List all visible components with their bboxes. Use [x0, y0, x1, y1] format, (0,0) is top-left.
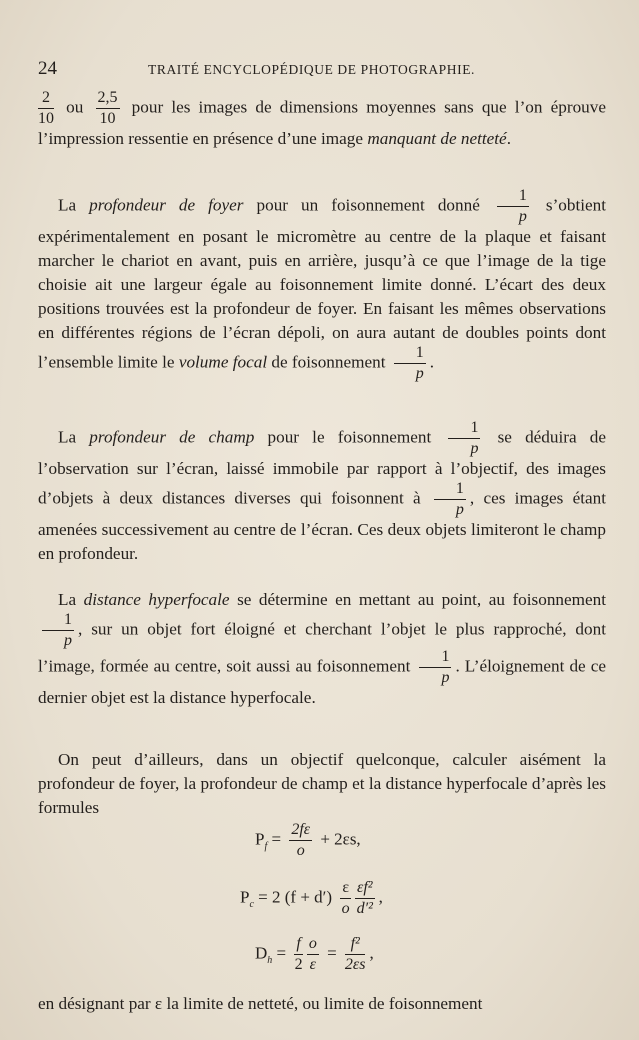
fraction-2-10: $\frac{2}{10}$ [38, 89, 54, 127]
fraction-1-p: $\frac{1}{p}$ [394, 345, 426, 382]
paragraph-3: La profondeur de champ pour le foisonnement $\frac{1}{p}$ se déduira de l’observation sur l’écran, laissé immobile par rapport à l’objectif, des images d’objets à deux distances diverses qui foisonnent à $\frac{1}{p}$ , ces images étant amenées successivement au centre de l’écran. Ces deux objets limiteront le champ en profondeur. [38, 419, 607, 563]
page-header [38, 58, 601, 82]
running-title: TRAITÉ ENCYCLOPÉDIQUE DE PHOTOGRAPHIE. [148, 62, 476, 77]
fraction-1-p: $\frac{1}{p}$ [497, 188, 529, 225]
paragraph-5: On peut d’ailleurs, dans un objectif quelconque, calculer aisément la profondeur de foyer, la profondeur de champ et la distance hyperfocale d’après les formules [38, 750, 606, 817]
formula-profondeur-foyer: $P_f$ = $\frac{2f\varepsilon}{o}$ + 2εs, [255, 821, 361, 859]
paragraph-2: La profondeur de foyer pour un foisonnement donné $\frac{1}{p}$ s’obtient expérimentalement en posant le micromètre au centre de la plaque et faisant marcher le chariot en avant, puis en arrière, jusqu’à ce que l’image de la tige choisie ait une largeur égale au foisonnement limite donné. L’écart des deux positions trouvées est la profondeur de foyer. En faisant les mêmes observations en différentes régions de l’écran dépoli, on aura autant de doubles points dont l’ensemble limite le volume focal de foisonnement $\frac{1}{p}$ . [38, 187, 607, 382]
paragraph-6: en désignant par ε la limite de netteté, ou limite de foisonnement [38, 994, 483, 1013]
fraction-1-p: $\frac{1}{p}$ [419, 649, 451, 686]
page-number: 24 [38, 58, 57, 79]
formula-distance-hyperfocale: $D_h$ = $\frac{f}{2}$ $\frac{o}{\varepsilon}$ = $\frac{\text{f²}}{2\varepsilon s}$ , [255, 935, 374, 973]
fraction-1-p: $\frac{1}{p}$ [42, 612, 74, 649]
paragraph-4: La distance hyperfocale se détermine en mettant au point, au foisonnement $\frac{1}{p}$ , sur un objet fort éloigné et cherchant l’objet le plus rapproché, dont l’image, formée au centre, soit aussi au foisonnement $\frac{1}{p}$ . L’éloignement de ce dernier objet est la distance hyperfocale. [38, 590, 606, 707]
fraction-1-p: $\frac{1}{p}$ [434, 481, 466, 518]
paragraph-1: $\frac{2}{10}$ ou $\frac{2,5}{10}$ pour les images de dimensions moyennes sans que l’on éprouve l’impression ressentie en présence d’une image manquant de netteté. [38, 89, 606, 148]
fraction-1-p: $\frac{1}{p}$ [448, 420, 480, 457]
formula-profondeur-champ: $P_c = 2$ (f + d′) $\frac{\varepsilon}{o}$ $\frac{\text{εf²}}{\text{d′²}}$ , [240, 879, 383, 917]
fraction-2-5-10: $\frac{2,5}{10}$ [97, 89, 118, 127]
